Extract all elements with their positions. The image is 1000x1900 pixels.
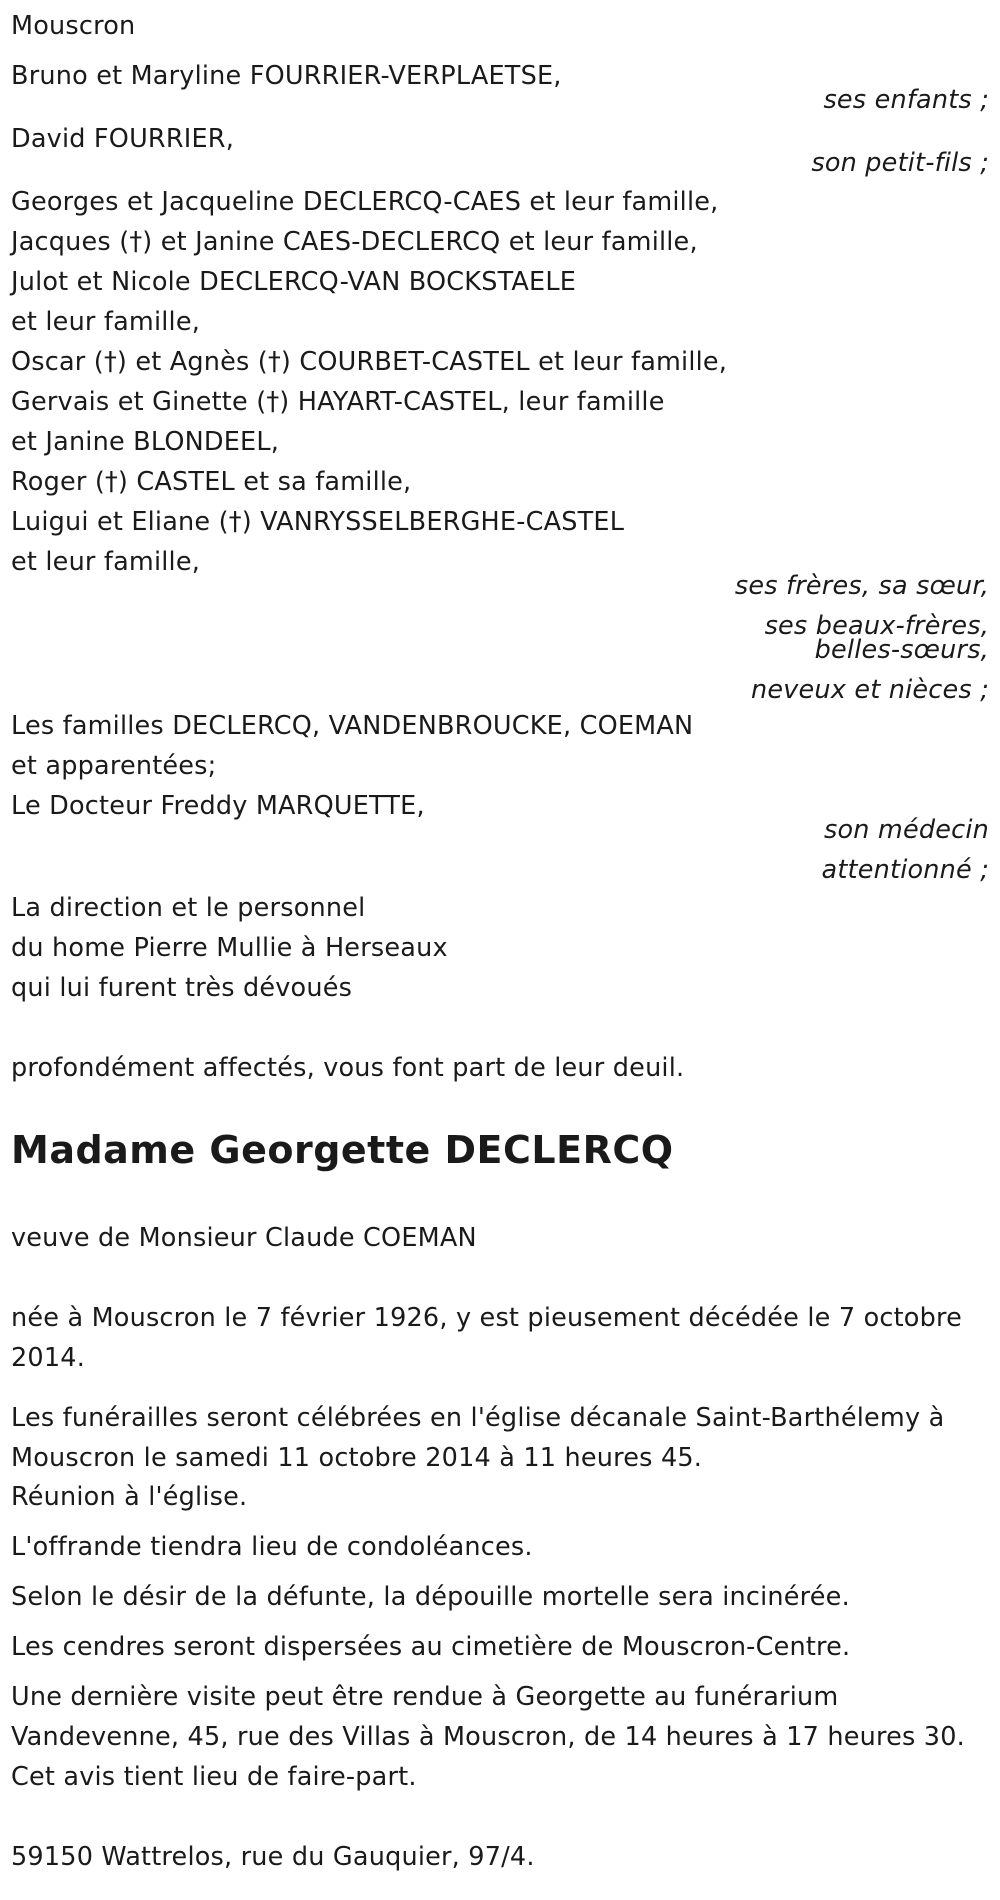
grandson-name: David FOURRIER, — [11, 124, 235, 154]
doctor-relation: attentionné ; — [821, 855, 989, 885]
staff-line: La direction et le personnel — [11, 893, 366, 923]
reunion-line: Réunion à l'église. — [11, 1482, 248, 1512]
siblings-relation: ses frères, sa sœur, — [734, 571, 989, 601]
offering-line: L'offrande tiendra lieu de condoléances. — [11, 1532, 533, 1562]
doctor-relation: son médecin — [823, 815, 989, 845]
siblings-relation: belles-sœurs, — [814, 635, 989, 665]
sibling-line: et Janine BLONDEEL, — [11, 427, 280, 457]
families-line: Les familles DECLERCQ, VANDENBROUCKE, COEMAN — [11, 711, 694, 741]
staff-line: du home Pierre Mullie à Herseaux — [11, 933, 448, 963]
siblings-relation: ses beaux-frères, — [764, 611, 989, 641]
sibling-line: et leur famille, — [11, 307, 201, 337]
sibling-line: Jacques (†) et Janine CAES-DECLERCQ et leur famille, — [11, 227, 698, 257]
address-line: 59150 Wattrelos, rue du Gauquier, 97/4. — [11, 1842, 535, 1872]
sibling-line: et leur famille, — [11, 547, 201, 577]
birth-death-paragraph: née à Mouscron le 7 février 1926, y est pieusement décédée le 7 octobre 2014. — [11, 1303, 963, 1373]
city: Mouscron — [11, 11, 136, 41]
deceased-name: Madame Georgette DECLERCQ — [11, 1128, 674, 1172]
children-names: Bruno et Maryline FOURRIER-VERPLAETSE, — [11, 61, 562, 91]
intro-line: profondément affectés, vous font part de leur deuil. — [11, 1053, 685, 1083]
sibling-line: Luigui et Eliane (†) VANRYSSELBERGHE-CASTEL — [11, 507, 625, 537]
doctor-name: Le Docteur Freddy MARQUETTE, — [11, 791, 425, 821]
children-relation: ses enfants ; — [823, 85, 989, 115]
families-line: et apparentées; — [11, 751, 217, 781]
notice-line: Cet avis tient lieu de faire-part. — [11, 1762, 417, 1792]
sibling-line: Julot et Nicole DECLERCQ-VAN BOCKSTAELE — [11, 267, 577, 297]
siblings-relation: neveux et nièces ; — [750, 675, 989, 705]
sibling-line: Roger (†) CASTEL et sa famille, — [11, 467, 412, 497]
sibling-line: Gervais et Ginette (†) HAYART-CASTEL, leur famille — [11, 387, 665, 417]
grandson-relation: son petit-fils ; — [811, 148, 989, 178]
ashes-line: Les cendres seront dispersées au cimetière de Mouscron-Centre. — [11, 1632, 851, 1662]
widow-of: veuve de Monsieur Claude COEMAN — [11, 1223, 477, 1253]
cremation-line: Selon le désir de la défunte, la dépouille mortelle sera incinérée. — [11, 1582, 850, 1612]
sibling-line: Georges et Jacqueline DECLERCQ-CAES et leur famille, — [11, 187, 719, 217]
sibling-line: Oscar (†) et Agnès (†) COURBET-CASTEL et leur famille, — [11, 347, 728, 377]
staff-line: qui lui furent très dévoués — [11, 973, 353, 1003]
visit-paragraph: Une dernière visite peut être rendue à Georgette au funérarium Vandevenne, 45, rue des Villas à Mouscron, de 14 heures à 17 heures 30. — [11, 1682, 965, 1752]
funeral-paragraph: Les funérailles seront célébrées en l'église décanale Saint-Barthélemy à Mouscron le samedi 11 octobre 2014 à 11 heures 45. — [11, 1403, 945, 1473]
